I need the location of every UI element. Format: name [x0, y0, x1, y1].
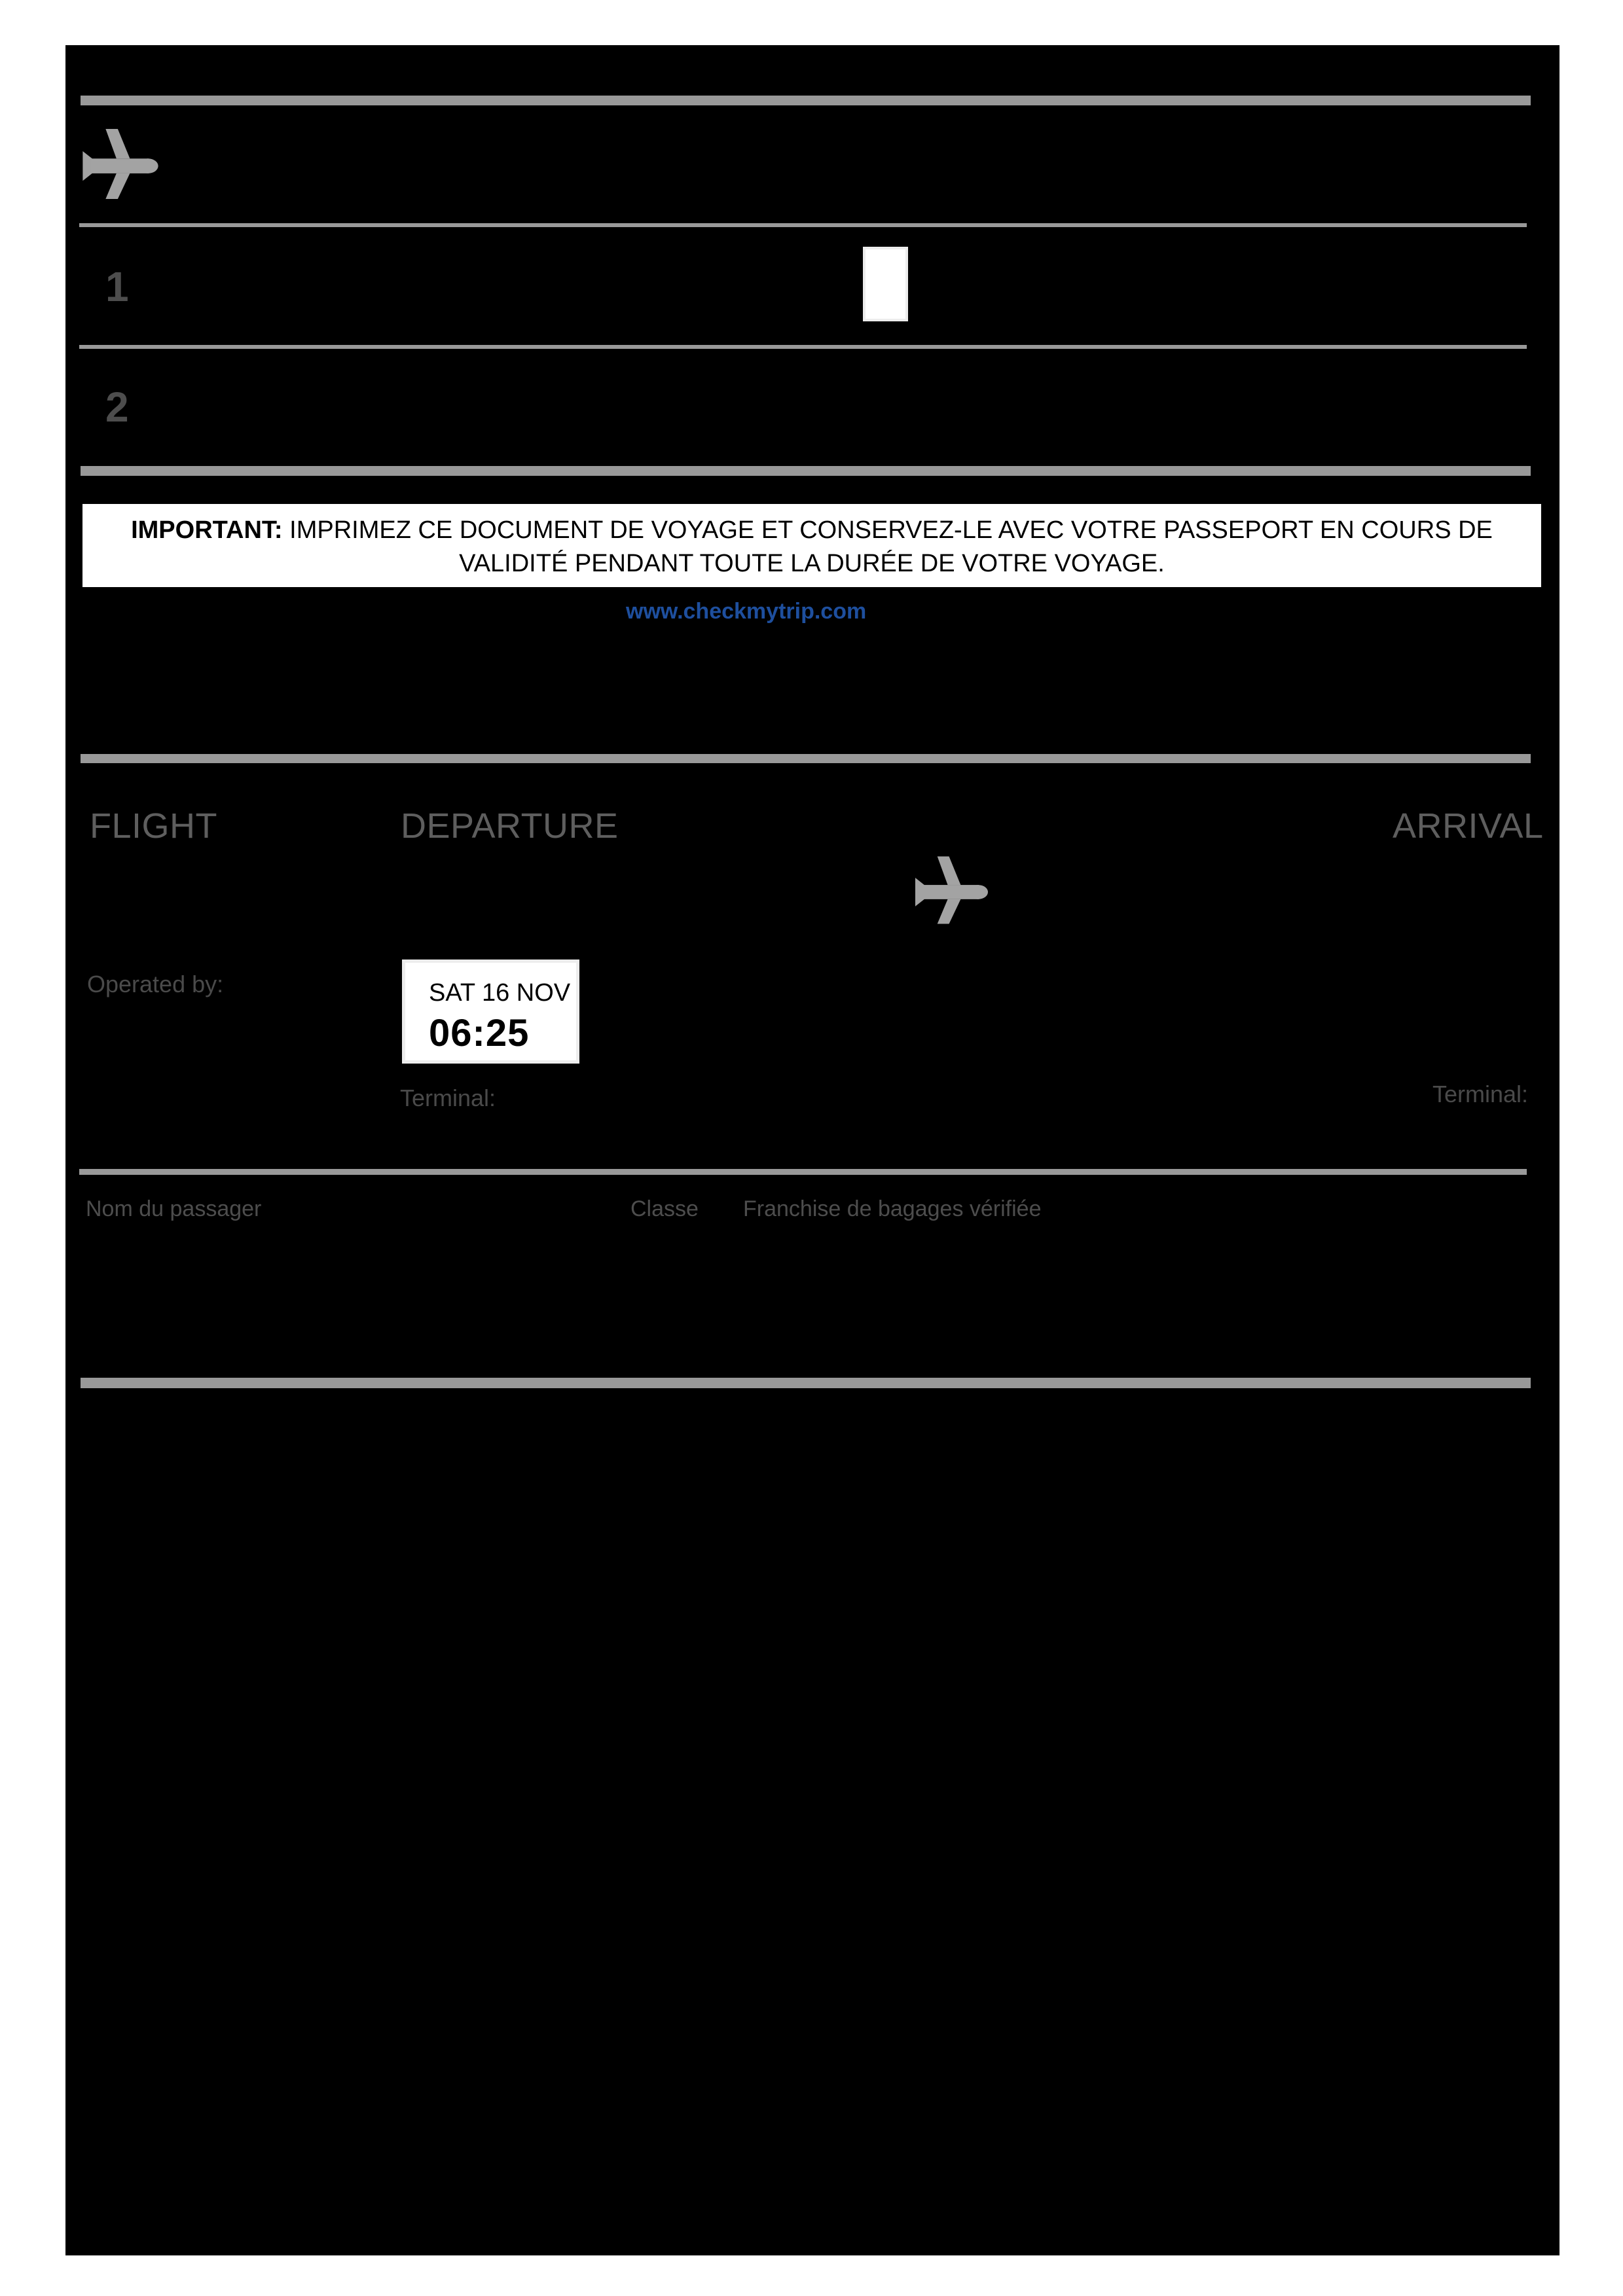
operated-by-label: Operated by: — [87, 971, 224, 997]
airplane-icon — [915, 856, 989, 924]
passenger-name-header: Nom du passager — [86, 1196, 262, 1221]
divider-top — [81, 96, 1531, 105]
divider-flight-table — [81, 754, 1531, 763]
checkmytrip-link[interactable]: www.checkmytrip.com — [626, 599, 867, 624]
important-notice-label: IMPORTANT: — [131, 516, 283, 544]
departure-column-header: DEPARTURE — [401, 806, 619, 846]
leg-number-2: 2 — [105, 384, 129, 431]
passenger-baggage-header: Franchise de bagages vérifiée — [743, 1196, 1042, 1221]
departure-terminal-label: Terminal: — [400, 1085, 496, 1111]
divider-notice — [81, 466, 1531, 476]
document-body — [65, 45, 1559, 2255]
airplane-icon — [82, 129, 159, 199]
logo-placeholder-box — [863, 247, 908, 321]
departure-datetime-box — [402, 960, 579, 1064]
passenger-class-header: Classe — [630, 1196, 699, 1221]
divider-bottom — [81, 1378, 1531, 1388]
arrival-column-header: ARRIVAL — [1393, 806, 1544, 846]
important-notice — [82, 504, 1541, 587]
divider-leg2 — [79, 345, 1527, 349]
departure-time: 06:25 — [429, 1012, 530, 1054]
flight-column-header: FLIGHT — [90, 806, 218, 846]
divider-leg1 — [79, 223, 1527, 227]
divider-passenger-table — [79, 1169, 1527, 1175]
arrival-terminal-label: Terminal: — [1432, 1081, 1529, 1107]
important-notice-text: IMPRIMEZ CE DOCUMENT DE VOYAGE ET CONSERVEZ-LE AVEC VOTRE PASSEPORT EN COURS DE VALIDITÉ PENDANT TOUTE LA DURÉE DE VOTRE VOYAGE. — [282, 516, 1493, 577]
departure-date: SAT 16 NOV — [429, 979, 571, 1007]
leg-number-1: 1 — [105, 263, 129, 310]
